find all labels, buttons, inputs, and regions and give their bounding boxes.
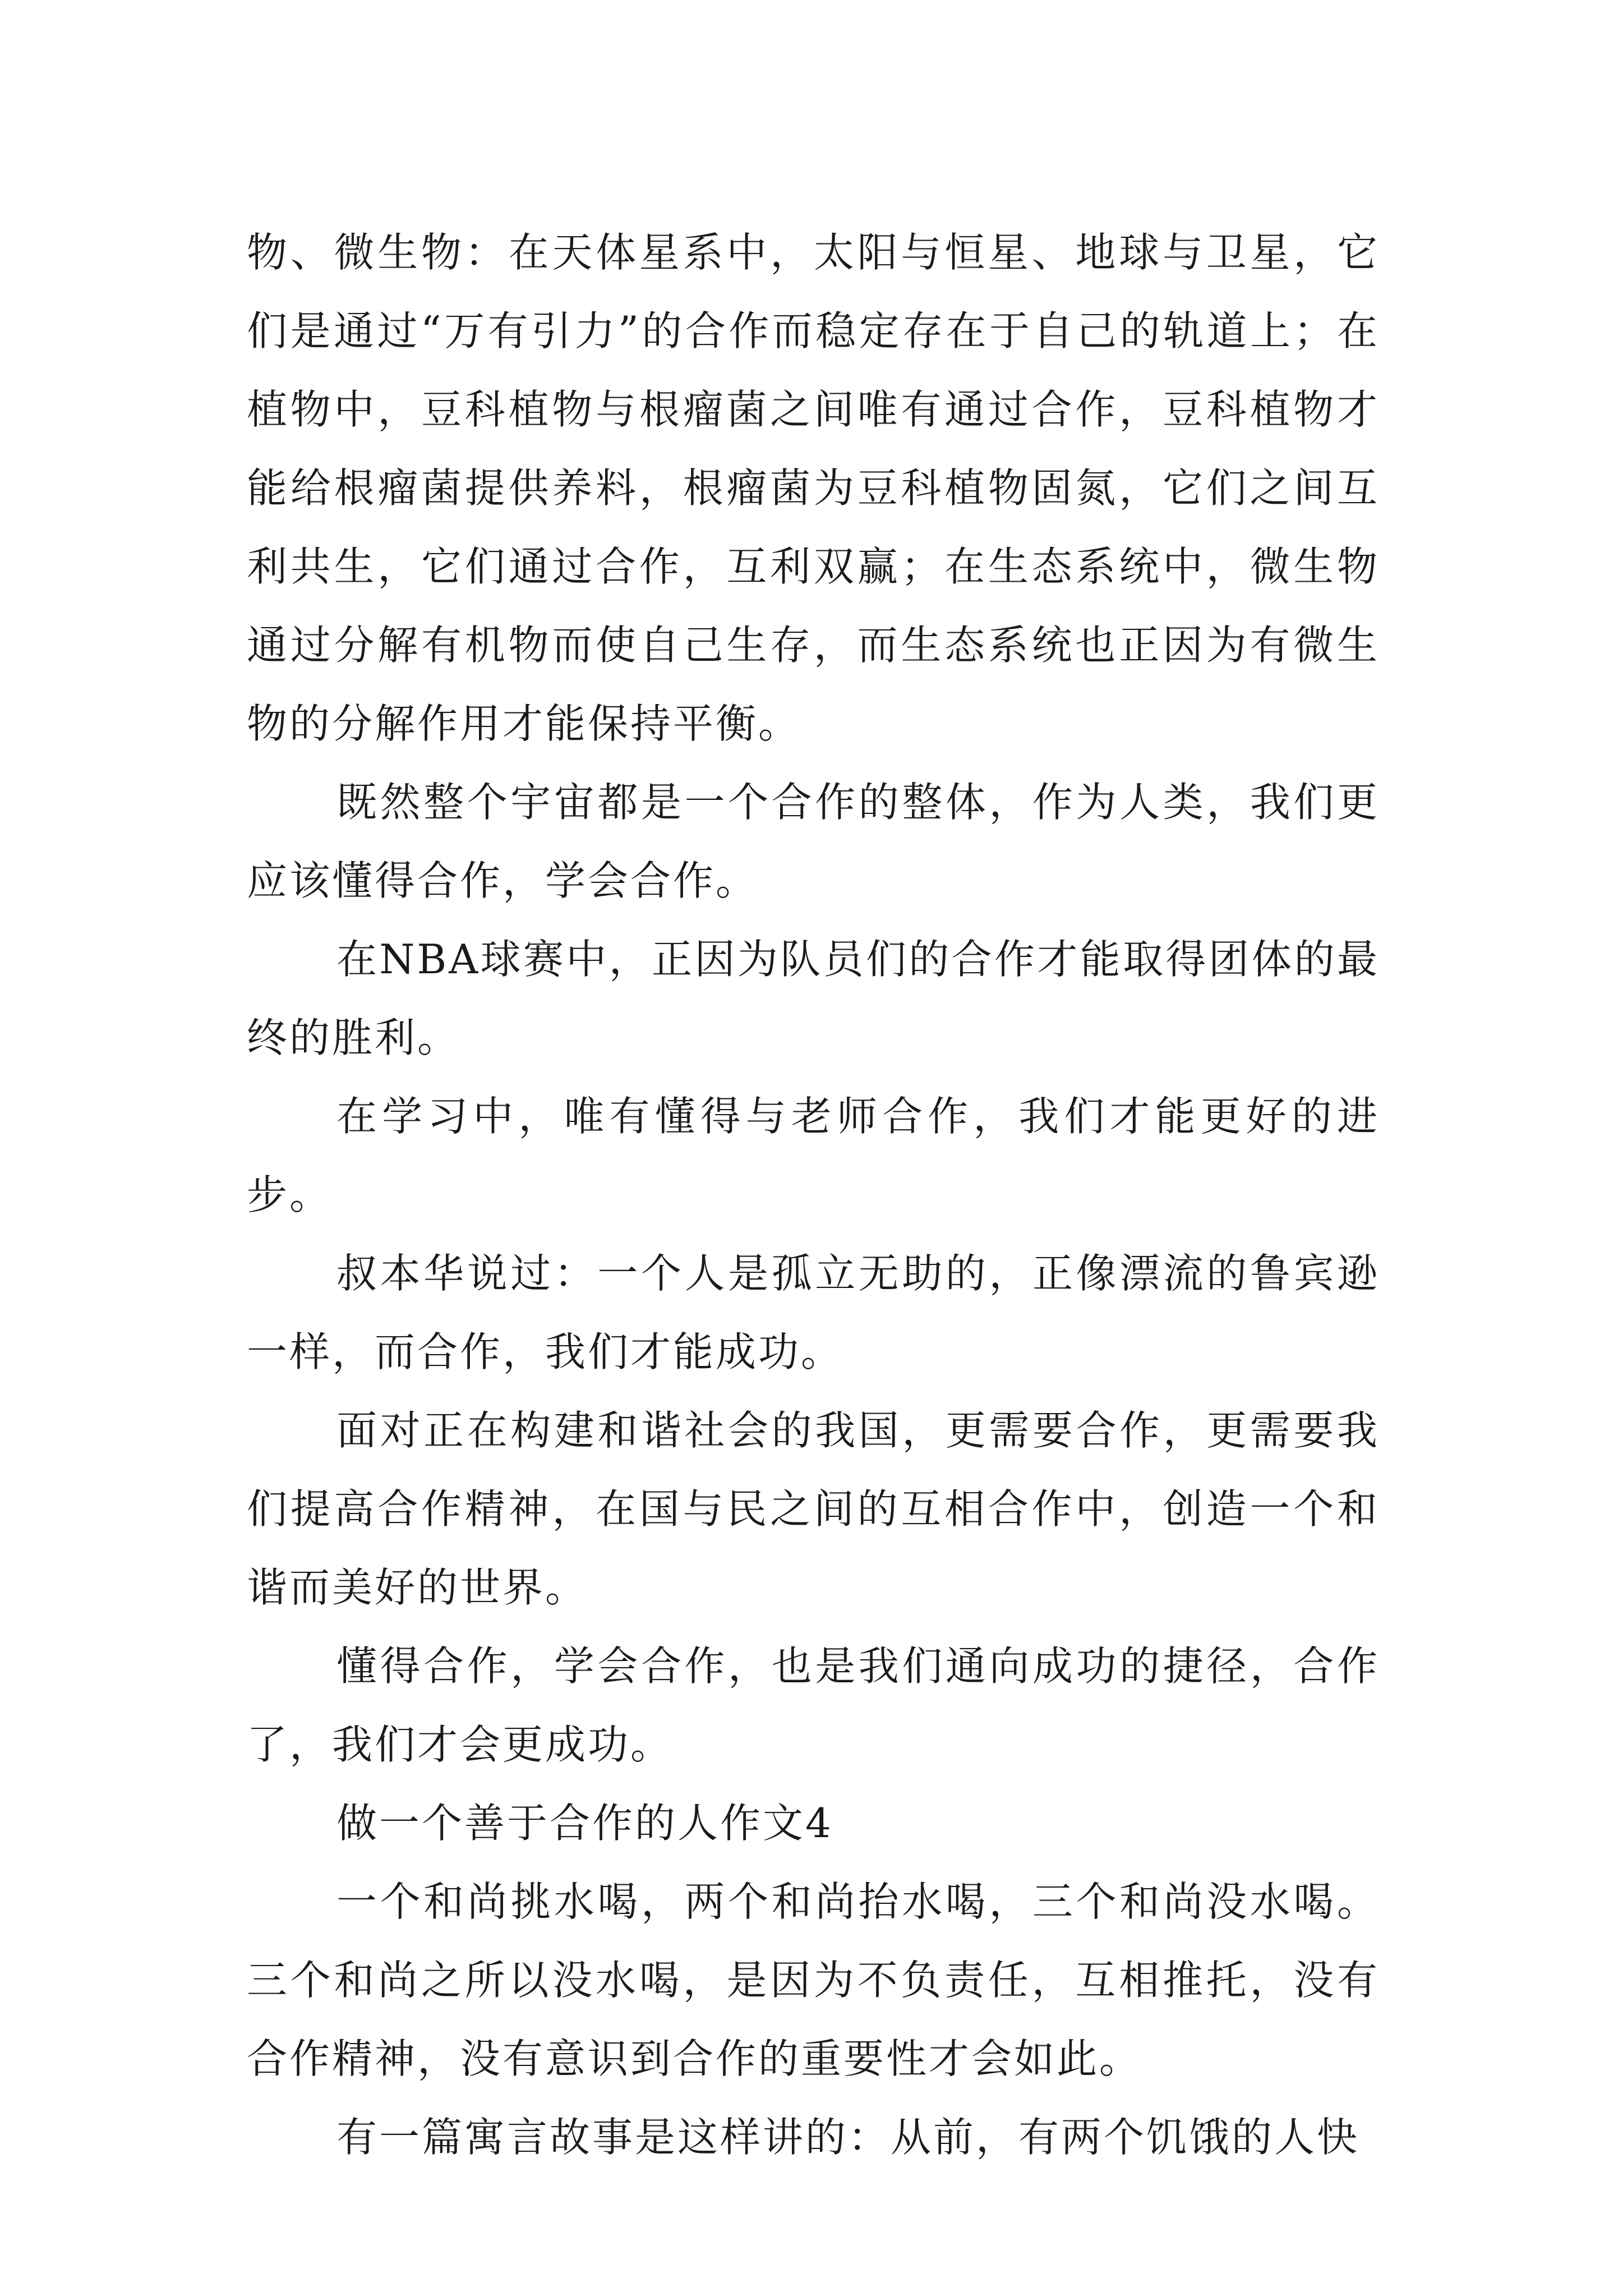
paragraph-9: 有一篇寓言故事是这样讲的：从前，有两个饥饿的人快: [336, 2114, 1360, 2161]
paragraph-6: 面对正在构建和谐社会的我国，更需要合作，更需要我们提高合作精神，在国与民之间的互相合作中，创造一个和谐而美好的世界。: [247, 1407, 1380, 1611]
paragraph-1: 物、微生物：在天体星系中，太阳与恒星、地球与卫星，它们是通过“万有引力”的合作而稳定存在于自己的轨道上；在植物中，豆科植物与根瘤菌之间唯有通过合作，豆科植物才能给根瘤菌提供养料，根瘤菌为豆科植物固氮，它们之间互利共生，它们通过合作，互利双赢；在生态系统中，微生物通过分解有机物而使自己生存，而生态系统也正因为有微生物的分解作用才能保持平衡。: [247, 229, 1380, 747]
paragraph-7: 懂得合作，学会合作，也是我们通向成功的捷径，合作了，我们才会更成功。: [247, 1642, 1380, 1768]
paragraph-5: 叔本华说过：一个人是孤立无助的，正像漂流的鲁宾逊一样，而合作，我们才能成功。: [247, 1250, 1380, 1375]
body-text: [247, 213, 1380, 2177]
paragraph-3: 在NBA球赛中，正因为队员们的合作才能取得团体的最终的胜利。: [247, 936, 1380, 1061]
paragraph-2: 既然整个宇宙都是一个合作的整体，作为人类，我们更应该懂得合作，学会合作。: [247, 779, 1380, 904]
paragraph-8: 一个和尚挑水喝，两个和尚抬水喝，三个和尚没水喝。三个和尚之所以没水喝，是因为不负责任，互相推托，没有合作精神，没有意识到合作的重要性才会如此。: [247, 1878, 1380, 2082]
paragraph-4: 在学习中，唯有懂得与老师合作，我们才能更好的进步。: [247, 1093, 1380, 1218]
section-heading: 做一个善于合作的人作文4: [336, 1800, 833, 1847]
